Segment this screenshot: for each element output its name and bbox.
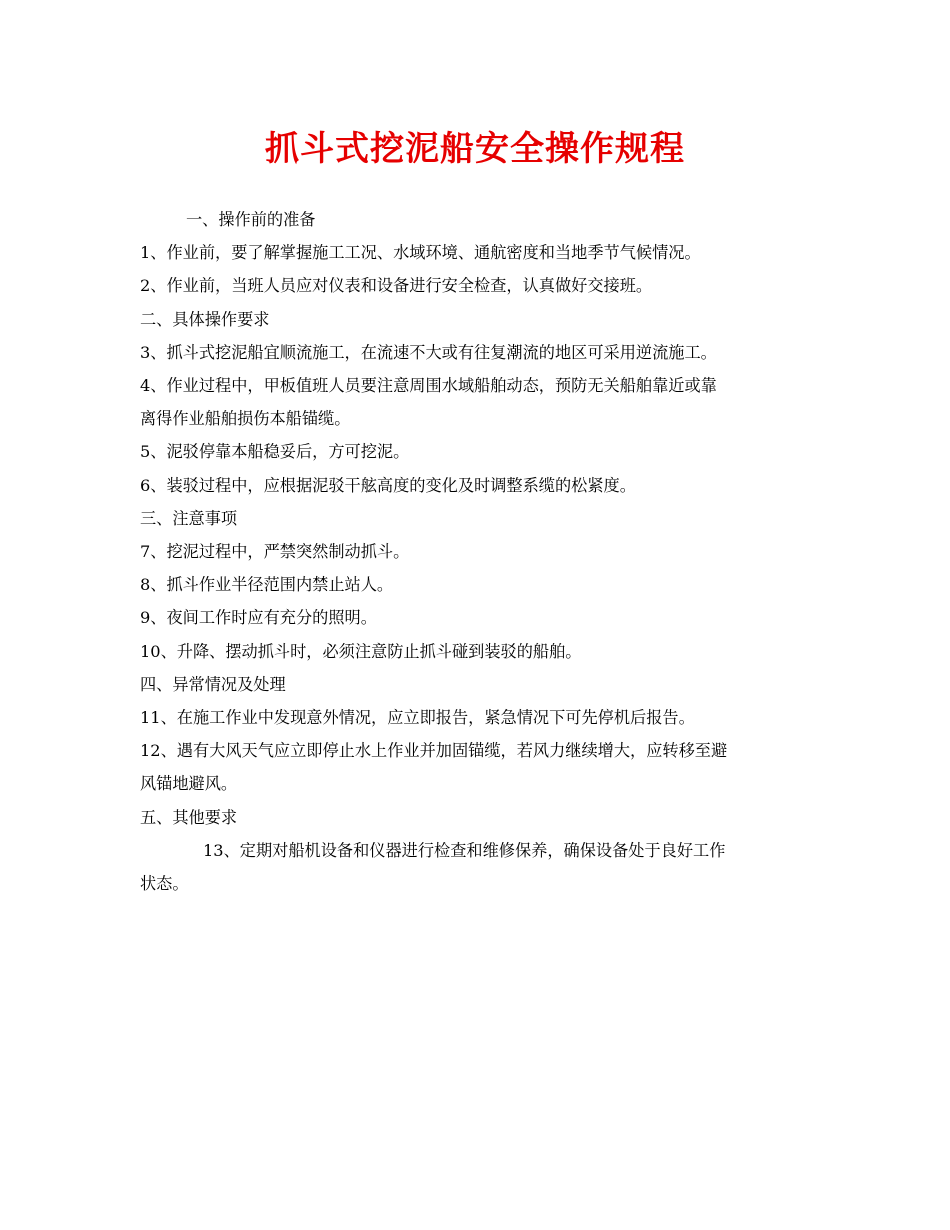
rule-item-9: 9、夜间工作时应有充分的照明。 (140, 608, 377, 628)
rule-item-8: 8、抓斗作业半径范围内禁止站人。 (140, 575, 394, 595)
rule-item-7: 7、挖泥过程中，严禁突然制动抓斗。 (140, 542, 410, 562)
rule-item-12-continued: 风锚地避风。 (140, 774, 238, 794)
rule-item-6: 6、装驳过程中，应根据泥驳干舷高度的变化及时调整系缆的松紧度。 (140, 475, 636, 495)
rule-item-4-continued: 离得作业船舶损伤本船锚缆。 (140, 409, 351, 429)
rule-item-10: 10、升降、摆动抓斗时，必须注意防止抓斗碰到装驳的船舶。 (140, 641, 582, 661)
rule-item-3: 3、抓斗式挖泥船宜顺流施工，在流速不大或有往复潮流的地区可采用逆流施工。 (140, 342, 717, 362)
rule-item-5: 5、泥驳停靠本船稳妥后，方可挖泥。 (140, 442, 410, 462)
rule-item-12: 12、遇有大风天气应立即停止水上作业并加固锚缆，若风力继续增大，应转移至避 (140, 741, 728, 761)
document-body (140, 203, 816, 900)
rule-item-13-continued: 状态。 (140, 874, 189, 894)
section-heading-abnormal: 四、异常情况及处理 (140, 674, 286, 694)
section-heading-operation: 二、具体操作要求 (140, 309, 270, 329)
section-heading-other: 五、其他要求 (140, 807, 238, 827)
rule-item-13: 13、定期对船机设备和仪器进行检查和维修保养，确保设备处于良好工作 (203, 840, 726, 860)
section-heading-preparation: 一、操作前的准备 (186, 210, 316, 229)
rule-item-4: 4、作业过程中，甲板值班人员要注意周围水域船舶动态，预防无关船舶靠近或靠 (140, 376, 717, 396)
rule-item-2: 2、作业前，当班人员应对仪表和设备进行安全检查，认真做好交接班。 (140, 276, 653, 296)
rule-item-1: 1、作业前，要了解掌握施工工况、水域环境、通航密度和当地季节气候情况。 (140, 243, 701, 263)
rule-item-11: 11、在施工作业中发现意外情况，应立即报告，紧急情况下可先停机后报告。 (140, 708, 695, 728)
section-heading-notes: 三、注意事项 (140, 508, 238, 528)
document-title: 抓斗式挖泥船安全操作规程 (265, 129, 685, 169)
